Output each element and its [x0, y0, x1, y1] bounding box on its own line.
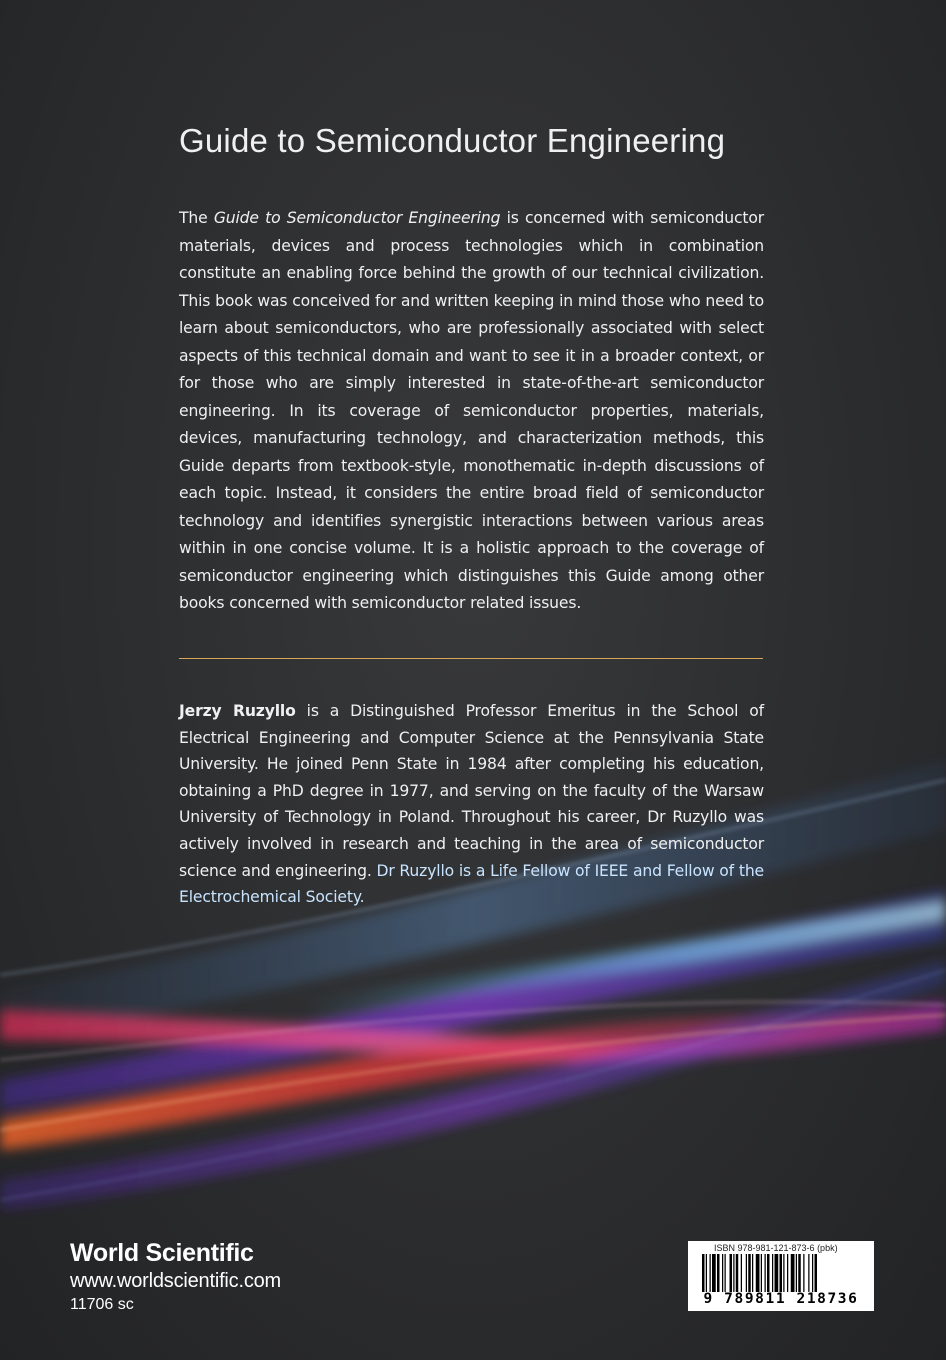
- isbn-label: ISBN 978-981-121-873-6 (pbk): [714, 1243, 838, 1253]
- publisher-name: World Scientific: [70, 1239, 254, 1267]
- isbn-barcode: [688, 1241, 874, 1311]
- barcode-digits: 9 789811 218736: [703, 1291, 859, 1307]
- book-title-italic: Guide to Semiconductor Engineering: [213, 209, 501, 227]
- publisher-block: [70, 1238, 281, 1316]
- author-bio: [179, 698, 764, 911]
- book-description: [179, 205, 764, 618]
- bio-closing: Dr Ruzyllo is a Life Fellow of IEEE and Fellow of the Electrochemical Society.: [179, 861, 764, 907]
- page-title: Guide to Semiconductor Engineering: [179, 122, 726, 159]
- publisher-url: www.worldscientific.com: [70, 1270, 282, 1292]
- bio-body: is a Distinguished Professor Emeritus in the School of Electrical Engineering and Computer Science at the Pennsylvania State University. He joined Penn State in 1984 after completing his education, obtaining a PhD degree in 1977, and serving on the faculty of the Warsaw University of Technology in Poland. Throughout his career, Dr Ruzyllo was actively involved in research and teaching in the area of semiconductor science and engineering.: [179, 702, 764, 880]
- section-divider: [179, 658, 763, 659]
- description-intro: The: [179, 209, 214, 227]
- author-name: Jerzy Ruzyllo: [179, 702, 296, 720]
- description-body: is concerned with semiconductor materials, devices and process technologies which in combination constitute an enabling force behind the growth of our technical civilization. This book was conceived for and written keeping in mind those who need to learn about semiconductors, who are professionally associated with select aspects of this technical domain and want to see it in a broader context, or for those who are simply interested in state-of-the-art semiconductor engineering. In its coverage of semiconductor properties, materials, devices, manufacturing technology, and characterization methods, this Guide departs from textbook-style, monothematic in-depth discussions of each topic. Instead, it considers the entire broad field of semiconductor technology and identifies synergistic interactions between various areas within in one concise volume. It is a holistic approach to the coverage of semiconductor engineering which distinguishes this Guide among other books concerned with semiconductor related issues.: [179, 209, 765, 612]
- publisher-code: 11706 sc: [70, 1296, 134, 1313]
